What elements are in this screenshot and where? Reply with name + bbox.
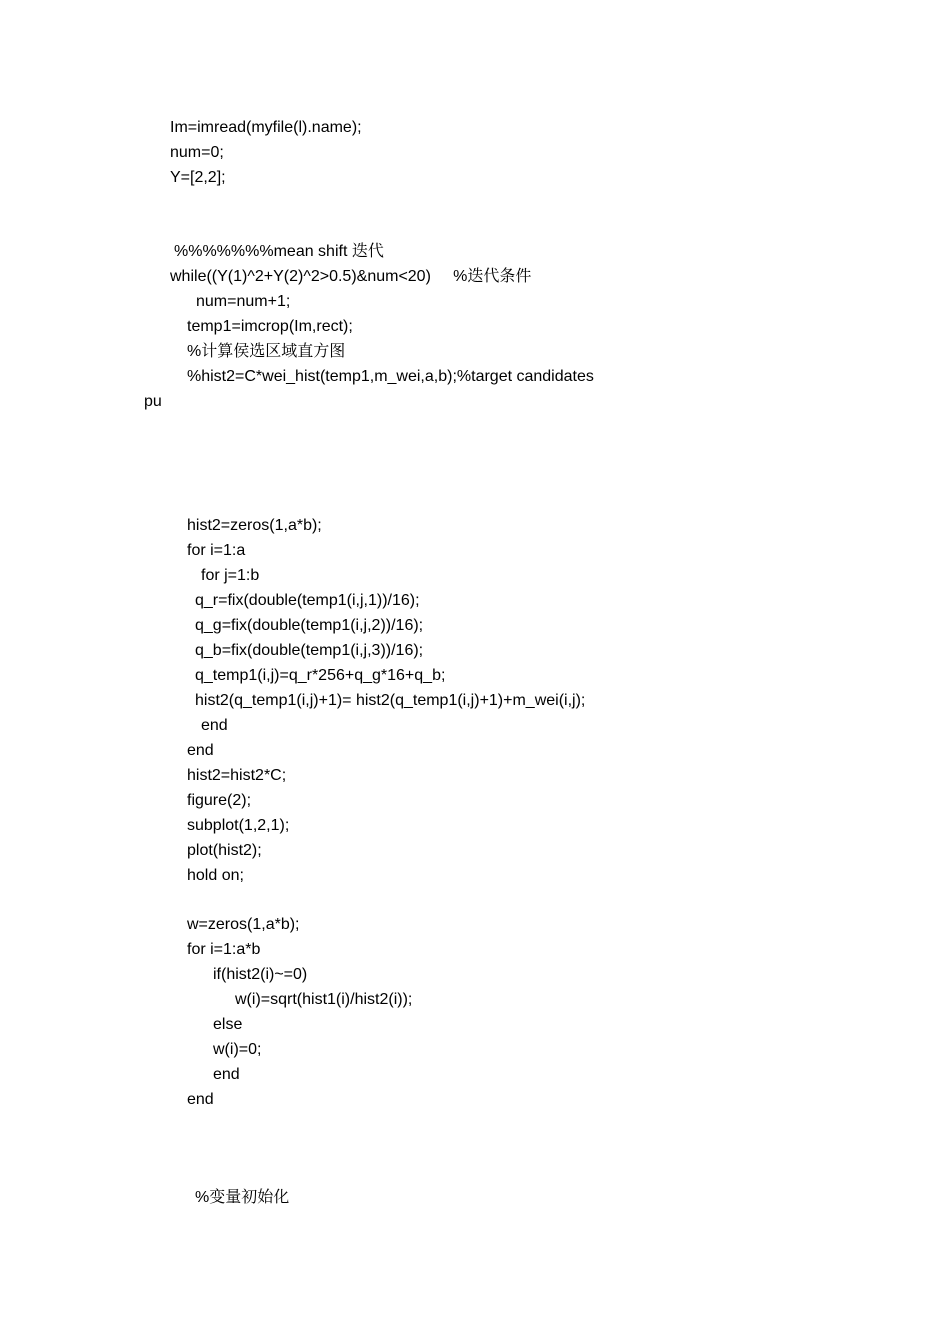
comment-candidate-histogram: %计算侯选区域直方图 bbox=[187, 343, 346, 360]
code-line-end-outer: end bbox=[187, 742, 214, 759]
code-line-q-b: q_b=fix(double(temp1(i,j,3))/16); bbox=[195, 642, 424, 659]
code-line-hist2-zeros: hist2=zeros(1,a*b); bbox=[187, 517, 322, 534]
comment-mean-shift: %%%%%%%mean shift 迭代 bbox=[174, 243, 384, 260]
code-line-num-init: num=0; bbox=[170, 144, 224, 161]
code-line-w-zeros: w=zeros(1,a*b); bbox=[187, 916, 300, 933]
comment-variable-init: %变量初始化 bbox=[195, 1189, 290, 1206]
code-line-hist2-accumulate: hist2(q_temp1(i,j)+1)= hist2(q_temp1(i,j)+1)+m_wei(i,j); bbox=[195, 692, 586, 709]
code-line-if: if(hist2(i)~=0) bbox=[213, 966, 308, 983]
code-line-figure: figure(2); bbox=[187, 792, 252, 809]
code-line-while: while((Y(1)^2+Y(2)^2>0.5)&num<20) %迭代条件 bbox=[170, 268, 532, 285]
code-line-w-zero: w(i)=0; bbox=[213, 1041, 262, 1058]
code-line-end-inner: end bbox=[201, 717, 228, 734]
code-line-hold-on: hold on; bbox=[187, 867, 244, 884]
code-line-num-increment: num=num+1; bbox=[196, 293, 291, 310]
code-line-y-init: Y=[2,2]; bbox=[170, 169, 226, 186]
code-line-for-i: for i=1:a bbox=[187, 542, 246, 559]
text-fragment-pu: pu bbox=[144, 393, 162, 410]
code-line-q-r: q_r=fix(double(temp1(i,j,1))/16); bbox=[195, 592, 420, 609]
code-line-else: else bbox=[213, 1016, 243, 1033]
code-line-hist2-scale: hist2=hist2*C; bbox=[187, 767, 287, 784]
code-line-plot: plot(hist2); bbox=[187, 842, 262, 859]
code-line-end-for: end bbox=[187, 1091, 214, 1108]
code-line-for-ab: for i=1:a*b bbox=[187, 941, 261, 958]
code-line-q-g: q_g=fix(double(temp1(i,j,2))/16); bbox=[195, 617, 424, 634]
code-line-imread: Im=imread(myfile(l).name); bbox=[170, 119, 362, 136]
code-line-for-j: for j=1:b bbox=[201, 567, 260, 584]
comment-hist2-wei: %hist2=C*wei_hist(temp1,m_wei,a,b);%target candidates bbox=[187, 368, 594, 385]
code-line-end-if: end bbox=[213, 1066, 240, 1083]
code-line-q-temp1: q_temp1(i,j)=q_r*256+q_g*16+q_b; bbox=[195, 667, 446, 684]
code-line-w-sqrt: w(i)=sqrt(hist1(i)/hist2(i)); bbox=[235, 991, 413, 1008]
code-line-subplot: subplot(1,2,1); bbox=[187, 817, 290, 834]
code-line-imcrop: temp1=imcrop(Im,rect); bbox=[187, 318, 353, 335]
